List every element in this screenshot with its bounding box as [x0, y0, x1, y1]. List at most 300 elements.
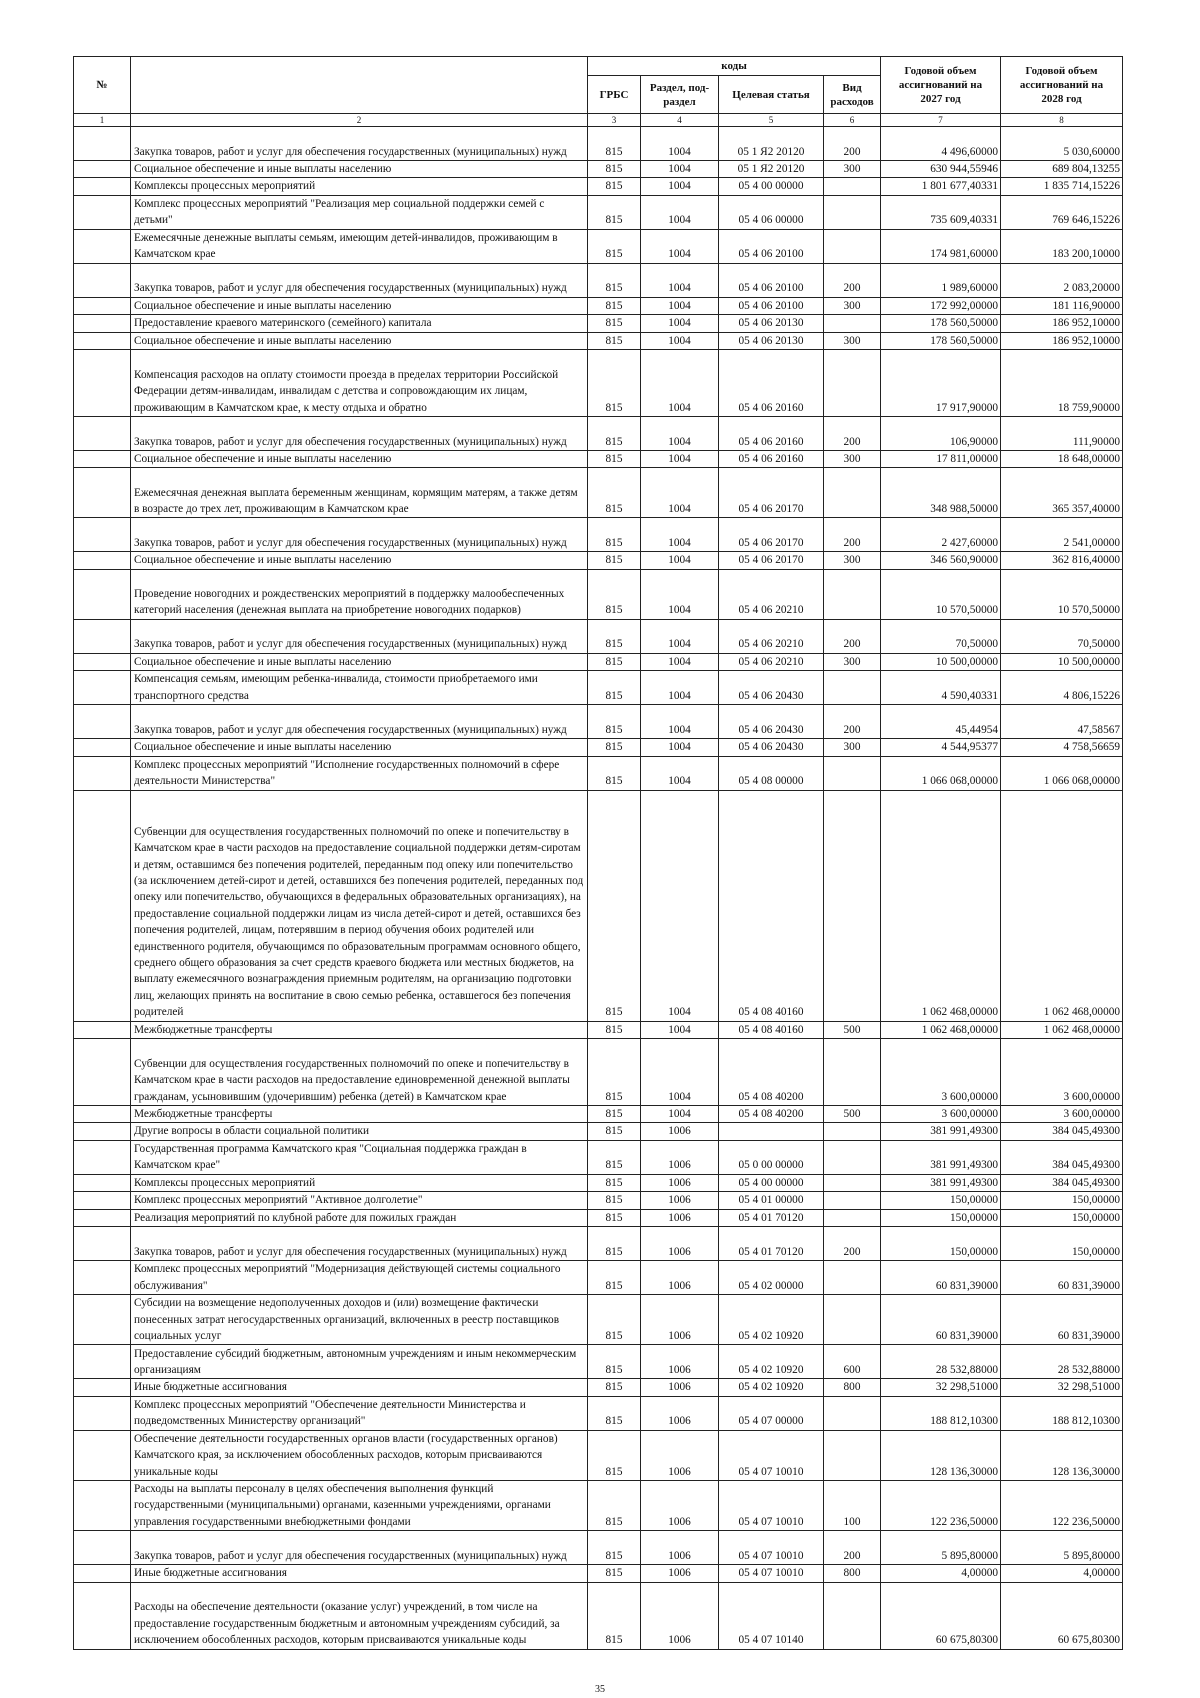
expense-type-cell: 100: [824, 1480, 881, 1530]
target-code-cell: 05 4 01 70120: [719, 1227, 824, 1261]
budget-table: [73, 56, 1123, 1650]
grbs-cell: 815: [588, 263, 641, 297]
expense-type-cell: [824, 350, 881, 417]
table-row: [74, 1582, 1123, 1649]
amount-2027-cell: 60 831,39000: [881, 1295, 1001, 1345]
razdel-cell: 1004: [641, 1106, 719, 1123]
target-code-cell: [719, 1123, 824, 1140]
target-code-cell: 05 4 08 40200: [719, 1039, 824, 1106]
expense-type-cell: 300: [824, 552, 881, 569]
razdel-cell: 1006: [641, 1565, 719, 1582]
expense-type-cell: 800: [824, 1379, 881, 1396]
amount-2027-cell: 28 532,88000: [881, 1345, 1001, 1379]
grbs-cell: 815: [588, 552, 641, 569]
item-name-cell: Ежемесячная денежная выплата беременным женщинам, кормящим матерям, а также детям в возрасте до трех лет, проживающим в Камчатском крае: [131, 468, 588, 518]
expense-type-cell: 300: [824, 653, 881, 670]
target-code-cell: 05 4 02 00000: [719, 1261, 824, 1295]
amount-2028-cell: 1 835 714,15226: [1001, 178, 1123, 195]
target-code-cell: 05 4 07 10010: [719, 1480, 824, 1530]
amount-2028-cell: 181 116,90000: [1001, 297, 1123, 314]
expense-type-cell: [824, 1582, 881, 1649]
grbs-cell: 815: [588, 569, 641, 619]
amount-2028-cell: 5 030,60000: [1001, 127, 1123, 161]
table-row: [74, 1480, 1123, 1530]
table-row: [74, 350, 1123, 417]
row-number-cell: [74, 350, 131, 417]
col-num-4: 4: [641, 114, 719, 127]
expense-type-cell: [824, 195, 881, 229]
amount-2027-cell: 150,00000: [881, 1227, 1001, 1261]
razdel-cell: 1004: [641, 739, 719, 756]
grbs-cell: 815: [588, 229, 641, 263]
target-code-cell: 05 4 07 10010: [719, 1565, 824, 1582]
row-number-cell: [74, 705, 131, 739]
target-code-cell: 05 4 06 20160: [719, 451, 824, 468]
row-number-cell: [74, 653, 131, 670]
item-name-cell: Комплекс процессных мероприятий "Активное долголетие": [131, 1192, 588, 1209]
amount-2027-cell: 32 298,51000: [881, 1379, 1001, 1396]
amount-2028-cell: 10 570,50000: [1001, 569, 1123, 619]
grbs-cell: 815: [588, 756, 641, 790]
table-row: [74, 1021, 1123, 1038]
table-row: [74, 1430, 1123, 1480]
grbs-cell: 815: [588, 1106, 641, 1123]
item-name-cell: Закупка товаров, работ и услуг для обеспечения государственных (муниципальных) нужд: [131, 1227, 588, 1261]
expense-type-cell: [824, 756, 881, 790]
target-code-cell: 05 4 01 00000: [719, 1192, 824, 1209]
item-name-cell: Закупка товаров, работ и услуг для обеспечения государственных (муниципальных) нужд: [131, 705, 588, 739]
grbs-cell: 815: [588, 1480, 641, 1530]
amount-2028-cell: 384 045,49300: [1001, 1140, 1123, 1174]
razdel-cell: 1004: [641, 297, 719, 314]
target-code-cell: 05 4 07 10010: [719, 1430, 824, 1480]
razdel-cell: 1006: [641, 1192, 719, 1209]
amount-2027-cell: 178 560,50000: [881, 315, 1001, 332]
col-num-8: 8: [1001, 114, 1123, 127]
expense-type-cell: 500: [824, 1106, 881, 1123]
row-number-cell: [74, 739, 131, 756]
grbs-cell: 815: [588, 315, 641, 332]
item-name-cell: Комплексы процессных мероприятий: [131, 178, 588, 195]
row-number-cell: [74, 569, 131, 619]
column-numbers-row: [74, 114, 1123, 127]
target-code-cell: 05 4 00 00000: [719, 178, 824, 195]
razdel-cell: 1006: [641, 1140, 719, 1174]
target-code-cell: 05 4 06 00000: [719, 195, 824, 229]
row-number-cell: [74, 297, 131, 314]
target-code-cell: 05 4 06 20430: [719, 705, 824, 739]
target-code-cell: 05 4 06 20130: [719, 332, 824, 349]
row-number-cell: [74, 1295, 131, 1345]
item-name-cell: Субвенции для осуществления государственных полномочий по опеке и попечительству в Камчатском крае в части расходов на предоставление единовременной денежной выплаты гражданам, усыновившим (удочерившим) ребенка (детей) в Камчатском крае: [131, 1039, 588, 1106]
item-name-cell: Социальное обеспечение и иные выплаты населению: [131, 552, 588, 569]
razdel-cell: 1006: [641, 1531, 719, 1565]
amount-2027-cell: 150,00000: [881, 1192, 1001, 1209]
item-name-cell: Закупка товаров, работ и услуг для обеспечения государственных (муниципальных) нужд: [131, 1531, 588, 1565]
table-body: [74, 127, 1123, 1650]
expense-type-cell: [824, 1209, 881, 1226]
col-num-6: 6: [824, 114, 881, 127]
grbs-cell: 815: [588, 350, 641, 417]
item-name-cell: Комплекс процессных мероприятий "Обеспечение деятельности Министерства и подведомственных Министерству организаций": [131, 1396, 588, 1430]
target-code-cell: 05 4 06 20210: [719, 569, 824, 619]
amount-2028-cell: 4,00000: [1001, 1565, 1123, 1582]
table-row: [74, 739, 1123, 756]
item-name-cell: Компенсация расходов на оплату стоимости проезда в пределах территории Российской Федерации детям-инвалидам, инвалидам с детства и сопровождающим их лицам, проживающим в Камчатском крае, к месту отдыха и обратно: [131, 350, 588, 417]
item-name-cell: Закупка товаров, работ и услуг для обеспечения государственных (муниципальных) нужд: [131, 417, 588, 451]
grbs-cell: 815: [588, 127, 641, 161]
amount-2028-cell: 183 200,10000: [1001, 229, 1123, 263]
target-code-cell: 05 4 06 20160: [719, 417, 824, 451]
grbs-cell: 815: [588, 739, 641, 756]
expense-type-cell: 200: [824, 417, 881, 451]
grbs-cell: 815: [588, 1379, 641, 1396]
target-code-cell: 05 4 08 00000: [719, 756, 824, 790]
item-name-cell: Социальное обеспечение и иные выплаты населению: [131, 161, 588, 178]
amount-2027-cell: 178 560,50000: [881, 332, 1001, 349]
table-row: [74, 1174, 1123, 1191]
amount-2027-cell: 122 236,50000: [881, 1480, 1001, 1530]
row-number-cell: [74, 1379, 131, 1396]
row-number-cell: [74, 552, 131, 569]
target-code-cell: 05 4 08 40160: [719, 1021, 824, 1038]
table-row: [74, 263, 1123, 297]
item-name-cell: Комплекс процессных мероприятий "Исполнение государственных полномочий в сфере деятельности Министерства": [131, 756, 588, 790]
table-row: [74, 161, 1123, 178]
row-number-cell: [74, 315, 131, 332]
table-row: [74, 552, 1123, 569]
expense-type-cell: [824, 1396, 881, 1430]
target-code-cell: 05 4 00 00000: [719, 1174, 824, 1191]
expense-type-cell: 800: [824, 1565, 881, 1582]
amount-2027-cell: 346 560,90000: [881, 552, 1001, 569]
target-code-cell: 05 4 06 20430: [719, 739, 824, 756]
target-code-cell: 05 4 06 20100: [719, 297, 824, 314]
grbs-cell: 815: [588, 619, 641, 653]
col-num-1: 1: [74, 114, 131, 127]
amount-2028-cell: 60 675,80300: [1001, 1582, 1123, 1649]
amount-2027-cell: 188 812,10300: [881, 1396, 1001, 1430]
item-name-cell: Социальное обеспечение и иные выплаты населению: [131, 653, 588, 670]
amount-2028-cell: 1 062 468,00000: [1001, 1021, 1123, 1038]
amount-2028-cell: 128 136,30000: [1001, 1430, 1123, 1480]
amount-2028-cell: 188 812,10300: [1001, 1396, 1123, 1430]
amount-2027-cell: 348 988,50000: [881, 468, 1001, 518]
col-num-3: 3: [588, 114, 641, 127]
expense-type-cell: [824, 1261, 881, 1295]
row-number-cell: [74, 1227, 131, 1261]
amount-2028-cell: 3 600,00000: [1001, 1039, 1123, 1106]
amount-2027-cell: 381 991,49300: [881, 1123, 1001, 1140]
razdel-cell: 1006: [641, 1480, 719, 1530]
expense-type-cell: [824, 569, 881, 619]
expense-type-cell: [824, 229, 881, 263]
table-row: [74, 1123, 1123, 1140]
amount-2028-cell: 1 066 068,00000: [1001, 756, 1123, 790]
item-name-cell: Закупка товаров, работ и услуг для обеспечения государственных (муниципальных) нужд: [131, 518, 588, 552]
expense-type-cell: 200: [824, 619, 881, 653]
item-name-cell: Социальное обеспечение и иные выплаты населению: [131, 332, 588, 349]
expense-type-cell: [824, 1140, 881, 1174]
grbs-cell: 815: [588, 417, 641, 451]
amount-2027-cell: 630 944,55946: [881, 161, 1001, 178]
target-code-cell: 05 4 01 70120: [719, 1209, 824, 1226]
amount-2027-cell: 1 066 068,00000: [881, 756, 1001, 790]
grbs-cell: 815: [588, 1174, 641, 1191]
razdel-cell: 1004: [641, 671, 719, 705]
item-name-cell: Межбюджетные трансферты: [131, 1021, 588, 1038]
grbs-cell: 815: [588, 1295, 641, 1345]
amount-2028-cell: 4 758,56659: [1001, 739, 1123, 756]
item-name-cell: Государственная программа Камчатского края "Социальная поддержка граждан в Камчатском крае": [131, 1140, 588, 1174]
target-code-cell: 05 4 06 20100: [719, 229, 824, 263]
grbs-cell: 815: [588, 195, 641, 229]
amount-2027-cell: 4,00000: [881, 1565, 1001, 1582]
expense-type-cell: [824, 671, 881, 705]
razdel-cell: 1004: [641, 229, 719, 263]
razdel-cell: 1006: [641, 1582, 719, 1649]
grbs-cell: 815: [588, 790, 641, 1021]
row-number-cell: [74, 1396, 131, 1430]
table-row: [74, 705, 1123, 739]
grbs-cell: 815: [588, 468, 641, 518]
target-code-cell: 05 1 Я2 20120: [719, 161, 824, 178]
row-number-cell: [74, 127, 131, 161]
col-num-2: 2: [131, 114, 588, 127]
amount-2027-cell: 4 496,60000: [881, 127, 1001, 161]
razdel-cell: 1004: [641, 705, 719, 739]
razdel-cell: 1004: [641, 161, 719, 178]
col-num-7: 7: [881, 114, 1001, 127]
table-row: [74, 1140, 1123, 1174]
amount-2027-cell: 60 831,39000: [881, 1261, 1001, 1295]
razdel-cell: 1006: [641, 1430, 719, 1480]
row-number-cell: [74, 1209, 131, 1226]
table-row: [74, 1261, 1123, 1295]
amount-2027-cell: 10 570,50000: [881, 569, 1001, 619]
grbs-cell: 815: [588, 297, 641, 314]
razdel-cell: 1006: [641, 1209, 719, 1226]
amount-2028-cell: 32 298,51000: [1001, 1379, 1123, 1396]
header-2028: Годовой объем ассигнований на 2028 год: [1001, 57, 1123, 114]
grbs-cell: 815: [588, 1531, 641, 1565]
amount-2027-cell: 1 062 468,00000: [881, 1021, 1001, 1038]
amount-2027-cell: 10 500,00000: [881, 653, 1001, 670]
amount-2028-cell: 60 831,39000: [1001, 1295, 1123, 1345]
amount-2027-cell: 60 675,80300: [881, 1582, 1001, 1649]
razdel-cell: 1004: [641, 790, 719, 1021]
amount-2028-cell: 186 952,10000: [1001, 315, 1123, 332]
row-number-cell: [74, 1531, 131, 1565]
item-name-cell: Обеспечение деятельности государственных органов власти (государственных органов) Камчатского края, за исключением обособленных расходов, которым присваиваются уникальные коды: [131, 1430, 588, 1480]
row-number-cell: [74, 756, 131, 790]
amount-2027-cell: 735 609,40331: [881, 195, 1001, 229]
amount-2028-cell: 2 541,00000: [1001, 518, 1123, 552]
amount-2027-cell: 45,44954: [881, 705, 1001, 739]
row-number-cell: [74, 161, 131, 178]
expense-type-cell: 200: [824, 263, 881, 297]
amount-2028-cell: 4 806,15226: [1001, 671, 1123, 705]
razdel-cell: 1004: [641, 1021, 719, 1038]
razdel-cell: 1004: [641, 552, 719, 569]
amount-2027-cell: 17 917,90000: [881, 350, 1001, 417]
table-row: [74, 417, 1123, 451]
target-code-cell: 05 4 02 10920: [719, 1295, 824, 1345]
target-code-cell: 05 4 02 10920: [719, 1379, 824, 1396]
row-number-cell: [74, 671, 131, 705]
razdel-cell: 1004: [641, 178, 719, 195]
row-number-cell: [74, 1565, 131, 1582]
item-name-cell: Закупка товаров, работ и услуг для обеспечения государственных (муниципальных) нужд: [131, 619, 588, 653]
grbs-cell: 815: [588, 671, 641, 705]
item-name-cell: Иные бюджетные ассигнования: [131, 1379, 588, 1396]
row-number-cell: [74, 1021, 131, 1038]
table-row: [74, 518, 1123, 552]
grbs-cell: 815: [588, 1582, 641, 1649]
item-name-cell: Комплекс процессных мероприятий "Реализация мер социальной поддержки семей с детьми": [131, 195, 588, 229]
amount-2027-cell: 4 590,40331: [881, 671, 1001, 705]
razdel-cell: 1006: [641, 1295, 719, 1345]
target-code-cell: 05 4 07 10140: [719, 1582, 824, 1649]
item-name-cell: Расходы на выплаты персоналу в целях обеспечения выполнения функций государственными (муниципальными) органами, казенными учреждениями, органами управления государственными внебюджетными фондами: [131, 1480, 588, 1530]
amount-2028-cell: 150,00000: [1001, 1209, 1123, 1226]
expense-type-cell: [824, 468, 881, 518]
item-name-cell: Предоставление краевого материнского (семейного) капитала: [131, 315, 588, 332]
row-number-cell: [74, 332, 131, 349]
target-code-cell: 05 4 06 20160: [719, 350, 824, 417]
razdel-cell: 1004: [641, 417, 719, 451]
amount-2027-cell: 3 600,00000: [881, 1106, 1001, 1123]
header-2027: Годовой объем ассигнований на 2027 год: [881, 57, 1001, 114]
item-name-cell: Комплекс процессных мероприятий "Модернизация действующей системы социального обслуживания": [131, 1261, 588, 1295]
target-code-cell: 05 4 08 40200: [719, 1106, 824, 1123]
grbs-cell: 815: [588, 1227, 641, 1261]
header-name: [131, 57, 588, 114]
amount-2027-cell: 1 801 677,40331: [881, 178, 1001, 195]
amount-2028-cell: 18 759,90000: [1001, 350, 1123, 417]
amount-2028-cell: 28 532,88000: [1001, 1345, 1123, 1379]
row-number-cell: [74, 1430, 131, 1480]
grbs-cell: 815: [588, 1430, 641, 1480]
amount-2027-cell: 4 544,95377: [881, 739, 1001, 756]
table-row: [74, 1227, 1123, 1261]
row-number-cell: [74, 1582, 131, 1649]
amount-2027-cell: 150,00000: [881, 1209, 1001, 1226]
item-name-cell: Проведение новогодних и рождественских мероприятий в поддержку малообеспеченных категорий населения (денежная выплата на приобретение новогодних подарков): [131, 569, 588, 619]
grbs-cell: 815: [588, 1345, 641, 1379]
row-number-cell: [74, 1261, 131, 1295]
target-code-cell: 05 4 07 10010: [719, 1531, 824, 1565]
header-vid: Вид расходов: [824, 76, 881, 114]
grbs-cell: 815: [588, 518, 641, 552]
razdel-cell: 1006: [641, 1379, 719, 1396]
item-name-cell: Предоставление субсидий бюджетным, автономным учреждениям и иным некоммерческим организациям: [131, 1345, 588, 1379]
table-row: [74, 315, 1123, 332]
table-row: [74, 1106, 1123, 1123]
table-row: [74, 1209, 1123, 1226]
razdel-cell: 1004: [641, 451, 719, 468]
razdel-cell: 1004: [641, 195, 719, 229]
row-number-cell: [74, 518, 131, 552]
table-row: [74, 1396, 1123, 1430]
row-number-cell: [74, 1174, 131, 1191]
table-row: [74, 653, 1123, 670]
grbs-cell: 815: [588, 178, 641, 195]
amount-2027-cell: 70,50000: [881, 619, 1001, 653]
expense-type-cell: 300: [824, 297, 881, 314]
amount-2028-cell: 384 045,49300: [1001, 1174, 1123, 1191]
amount-2028-cell: 122 236,50000: [1001, 1480, 1123, 1530]
razdel-cell: 1006: [641, 1345, 719, 1379]
amount-2027-cell: 381 991,49300: [881, 1174, 1001, 1191]
grbs-cell: 815: [588, 1209, 641, 1226]
amount-2027-cell: 1 989,60000: [881, 263, 1001, 297]
target-code-cell: 05 4 07 00000: [719, 1396, 824, 1430]
amount-2028-cell: 60 831,39000: [1001, 1261, 1123, 1295]
razdel-cell: 1004: [641, 263, 719, 297]
row-number-cell: [74, 1480, 131, 1530]
row-number-cell: [74, 1039, 131, 1106]
item-name-cell: Социальное обеспечение и иные выплаты населению: [131, 451, 588, 468]
grbs-cell: 815: [588, 1021, 641, 1038]
table-row: [74, 1531, 1123, 1565]
razdel-cell: 1006: [641, 1227, 719, 1261]
grbs-cell: 815: [588, 332, 641, 349]
expense-type-cell: 200: [824, 518, 881, 552]
item-name-cell: Иные бюджетные ассигнования: [131, 1565, 588, 1582]
row-number-cell: [74, 468, 131, 518]
amount-2027-cell: 1 062 468,00000: [881, 790, 1001, 1021]
table-row: [74, 1345, 1123, 1379]
razdel-cell: 1004: [641, 518, 719, 552]
header-grbs: ГРБС: [588, 76, 641, 114]
header-target: Целевая статья: [719, 76, 824, 114]
amount-2028-cell: 689 804,13255: [1001, 161, 1123, 178]
target-code-cell: 05 0 00 00000: [719, 1140, 824, 1174]
expense-type-cell: [824, 1123, 881, 1140]
amount-2028-cell: 365 357,40000: [1001, 468, 1123, 518]
razdel-cell: 1004: [641, 653, 719, 670]
item-name-cell: Расходы на обеспечение деятельности (оказание услуг) учреждений, в том числе на предоставление государственным бюджетным и автономным учреждениям субсидий, за исключением обособленных расходов, которым присваиваются уникальные коды: [131, 1582, 588, 1649]
expense-type-cell: [824, 178, 881, 195]
amount-2027-cell: 5 895,80000: [881, 1531, 1001, 1565]
expense-type-cell: 300: [824, 332, 881, 349]
item-name-cell: Социальное обеспечение и иные выплаты населению: [131, 297, 588, 314]
table-row: [74, 1379, 1123, 1396]
razdel-cell: 1006: [641, 1396, 719, 1430]
item-name-cell: Субвенции для осуществления государственных полномочий по опеке и попечительству в Камчатском крае в части расходов на предоставление социальной поддержки детям-сиротам и детям, оставшимся без попечения родителей, переданным под опеку или попечительство (за исключением детей-сирот и детей, оставшихся без попечения родителей, переданных под опеку или попечительство, обучающихся в федеральных образовательных организациях), на предоставление социальной поддержки лицам из числа детей-сирот и детей, оставшихся без попечения родителей, лицам, потерявшим в период обучения обоих родителей или единственного родителя, обучающимся по образовательным программам основного общего, среднего общего образования за счет средств краевого бюджета или местных бюджетов, на выплату ежемесячного вознаграждения приемным родителям, на организацию подготовки лиц, желающих принять на воспитание в свою семью ребенка, оставшегося без попечения родителей: [131, 790, 588, 1021]
table-row: [74, 1295, 1123, 1345]
razdel-cell: 1004: [641, 315, 719, 332]
amount-2028-cell: 384 045,49300: [1001, 1123, 1123, 1140]
amount-2028-cell: 47,58567: [1001, 705, 1123, 739]
expense-type-cell: 300: [824, 161, 881, 178]
header-razdel: Раздел, под- раздел: [641, 76, 719, 114]
table-row: [74, 297, 1123, 314]
grbs-cell: 815: [588, 653, 641, 670]
table-row: [74, 468, 1123, 518]
table-row: [74, 790, 1123, 1021]
page-number: 35: [595, 1684, 605, 1695]
razdel-cell: 1004: [641, 756, 719, 790]
col-num-5: 5: [719, 114, 824, 127]
grbs-cell: 815: [588, 451, 641, 468]
grbs-cell: 815: [588, 1261, 641, 1295]
amount-2028-cell: 10 500,00000: [1001, 653, 1123, 670]
expense-type-cell: 500: [824, 1021, 881, 1038]
target-code-cell: 05 4 06 20170: [719, 518, 824, 552]
amount-2028-cell: 769 646,15226: [1001, 195, 1123, 229]
